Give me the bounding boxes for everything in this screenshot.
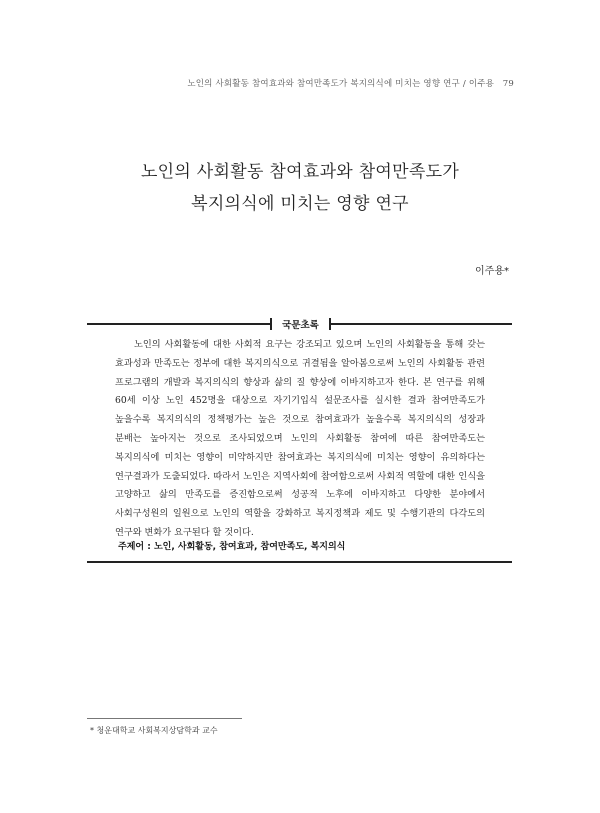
paper-title-line-1: 노인의 사회활동 참여효과와 참여만족도가 [140, 162, 460, 182]
author-affiliation-footnote: * 청운대학교 사회복지상담학과 교수 [90, 726, 218, 735]
paper-title-line-2: 복지의식에 미치는 영향 연구 [191, 194, 409, 214]
abstract-body: 노인의 사회활동에 대한 사회적 요구는 강조되고 있으며 노인의 사회활동을 통해 갖는 효과성과 만족도는 정부에 대한 복지의식으로 귀결됨을 알아봄으로써 노인의 사회활동 관련 프로그램의 개발과 복지의식의 향상과 삶의 질 향상에 이바지하고자 한다. 본 연구를 위해 60세 이상 노인 452명을 대상으로 자기기입식 설문조사를 실시한 결과 참여만족도가 높을수록 복지의식의 정책평가는 높은 것으로 참여효과가 높을수록 복지의식의 성장과 분배는 높아지는 것으로 조사되었으며 노인의 사회활동 참여에 따른 참여만족도는 복지의식에 미치는 영향이 미약하지만 참여효과는 복지의식에 미치는 영향이 유의하다는 연구결과가 도출되었다. 따라서 노인은 지역사회에 참여함으로써 사회적 역할에 대한 인식을 고양하고 삶의 만족도를 증진함으로써 성공적 노후에 이바지하고 다양한 분야에서 사회구성원의 일원으로 노인의 역할을 강화하고 복지정책과 제도 및 수행기관의 다각도의 연구와 변화가 요구된다 할 것이다. [115, 339, 485, 538]
page-number: 79 [502, 79, 514, 89]
rule-right [331, 323, 512, 325]
abstract-heading-rule [87, 318, 512, 330]
keywords-divider [87, 561, 512, 563]
footnote-divider [87, 718, 242, 719]
author-name: 이주용* [475, 266, 509, 277]
abstract-heading: 국문초록 [282, 320, 319, 331]
rule-left [87, 323, 270, 325]
running-header [187, 77, 514, 89]
keywords: 주제어 : 노인, 사회활동, 참여효과, 참여만족도, 복지의식 [118, 542, 346, 552]
running-title: 노인의 사회활동 참여효과와 참여만족도가 복지의식에 미치는 영향 연구 / 이주용 [187, 79, 495, 89]
